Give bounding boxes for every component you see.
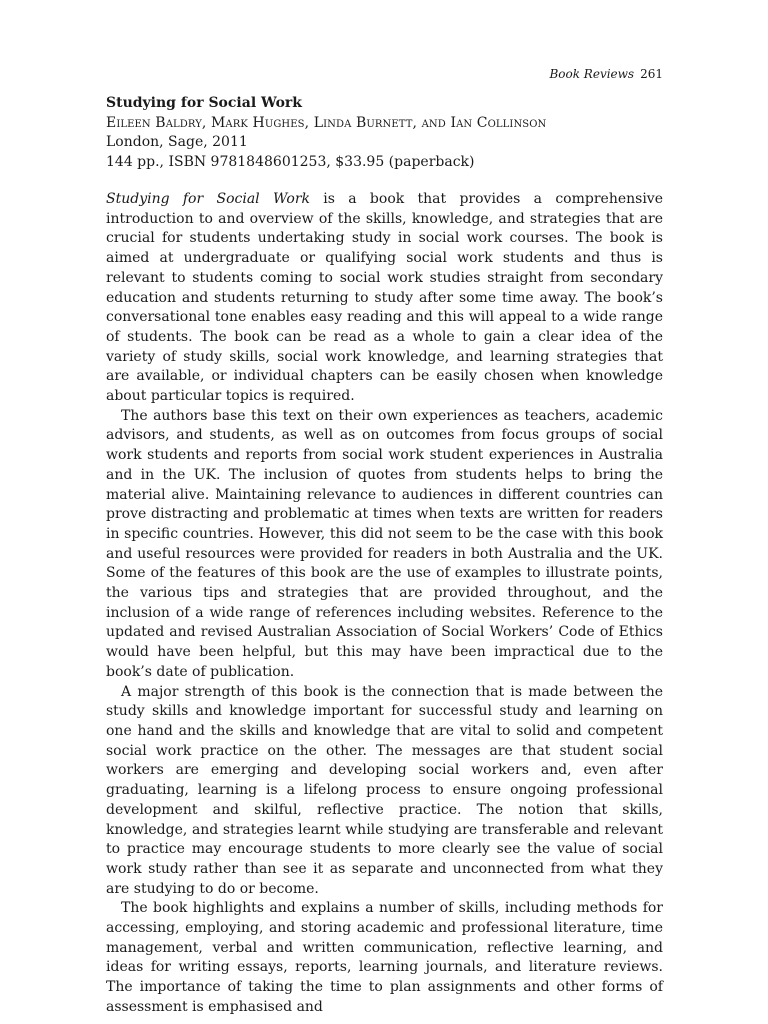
book-citation (106, 94, 663, 172)
review-paragraph-4: The book highlights and explains a number of skills, including methods for accessing, employing, and storing academic and professional literature, time management, verbal and written communication, reflective learning, and ideas for writing essays, reports, learning journals, and literature reviews. The importance of taking the time to plan assignments and other forms of assessment is emphasised and (106, 900, 663, 1015)
book-publisher: London, Sage, 2011 (106, 134, 248, 150)
review-book-title-italic: Studying for Social Work (106, 191, 310, 207)
review-paragraph-1-text: is a book that provides a comprehensive introduction to and overview of the skills, knowledge, and strategies that are crucial for students undertaking study in social work courses. The book is aimed at undergraduate or qualifying social work students and thus is relevant to students coming to social work studies straight from secondary education and students returning to study after some time away. The book’s conversational tone enables easy reading and this will appeal to a wide range of students. The book can be read as a whole to gain a clear idea of the variety of study skills, social work knowledge, and learning strategies that are available, or individual chapters can be easily chosen when knowledge about particular topics is required. (106, 191, 663, 405)
review-paragraph-1 (106, 190, 663, 407)
book-authors: Eileen Baldry, Mark Hughes, Linda Burnett, and Ian Collinson (106, 114, 547, 131)
review-paragraph-3: A major strength of this book is the connection that is made between the study skills and knowledge important for successful study and learning on one hand and the skills and knowledge that are vital to solid and competent social work practice on the other. The messages are that student social workers are emerging and developing social workers and, even after graduating, learning is a lifelong process to ensure ongoing professional development and skilful, reflective practice. The notion that skills, knowledge, and strategies learnt while studying are transferable and relevant to practice may encourage students to more clearly see the value of social work study rather than see it as separate and unconnected from what they are studying to do or become. (106, 683, 663, 897)
review-paragraph-2: The authors base this text on their own experiences as teachers, academic advisors, and students, as well as on outcomes from focus groups of social work students and reports from social work student experiences in Australia and in the UK. The inclusion of quotes from students helps to bring the material alive. Maintaining relevance to audiences in different countries can prove distracting and problematic at times when texts are written for readers in specific countries. However, this did not seem to be the case with this book and useful resources were provided for readers in both Australia and the UK. Some of the features of this book are the use of examples to illustrate points, the various tips and strategies that are provided throughout, and the inclusion of a wide range of references including websites. Reference to the updated and revised Australian Association of Social Workers’ Code of Ethics would have been helpful, but this may have been impractical due to the book’s date of publication. (106, 407, 663, 680)
page-number: 261 (640, 67, 663, 81)
book-title: Studying for Social Work (106, 95, 302, 111)
book-details: 144 pp., ISBN 9781848601253, $33.95 (paperback) (106, 153, 475, 170)
journal-page (106, 66, 663, 1018)
running-head-section: Book Reviews (549, 67, 635, 81)
review-body (106, 190, 663, 1018)
running-head (106, 66, 663, 84)
